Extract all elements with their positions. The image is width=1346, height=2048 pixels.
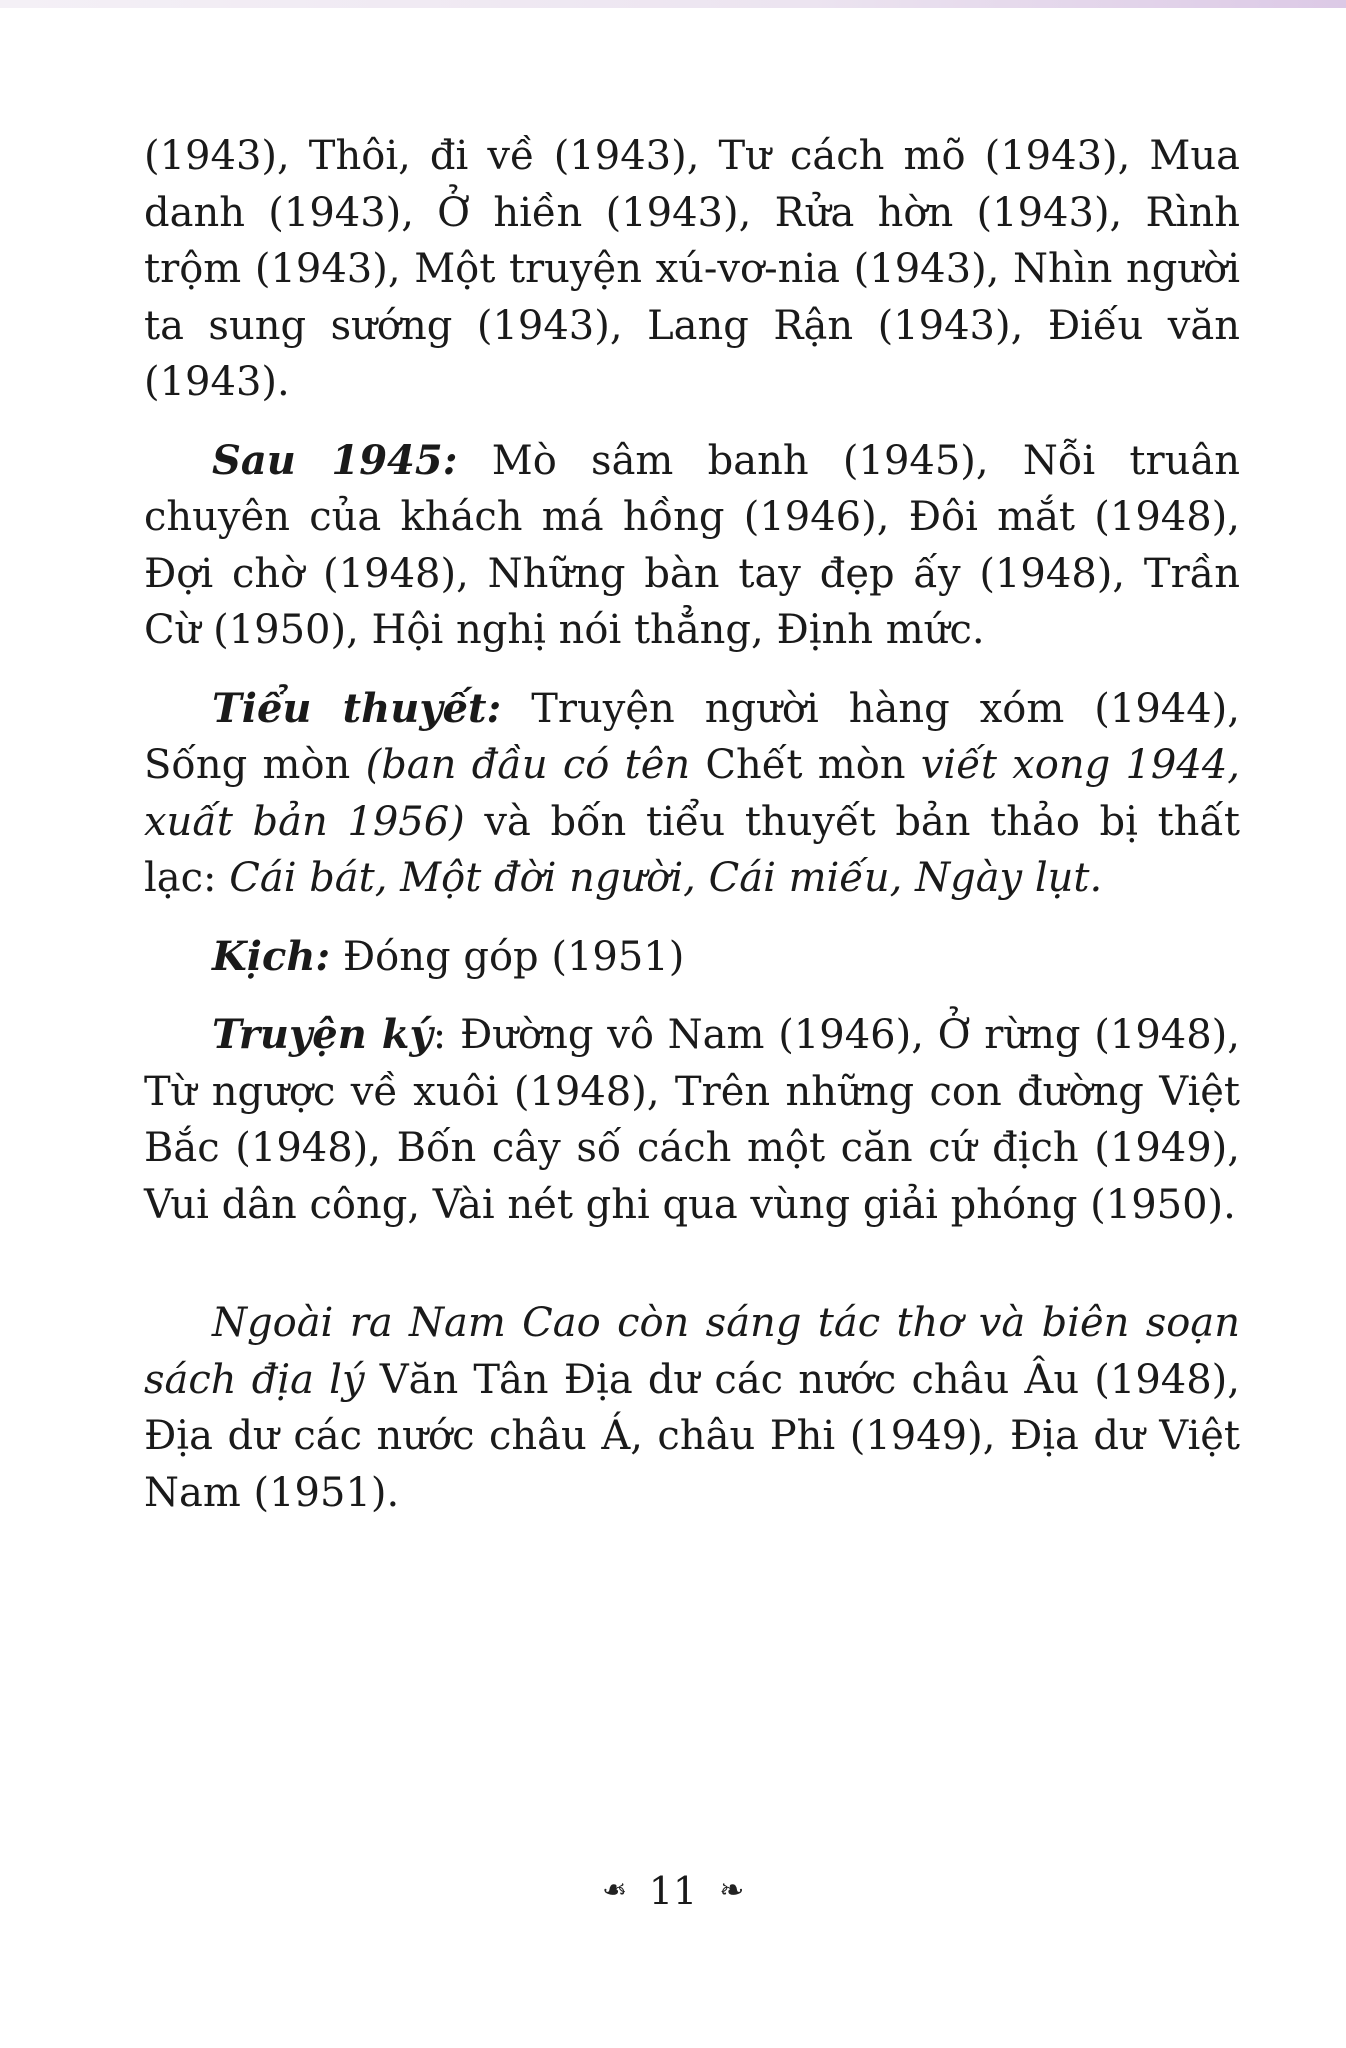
paragraph-works-1943: (1943), Thôi, đi về (1943), Tư cách mõ (1943), Mua danh (1943), Ở hiền (1943), Rửa hờn (1943), Rình trộm (1943), Một truyện xú-vơ-nia (1943), Nhìn người ta sung sướng (1943), Lang Rận (1943), Điếu văn (1943). [144,133,1240,405]
page-top-strip [0,0,1346,8]
paragraph-gap [144,1255,1240,1295]
after-1945-works: Mò sâm banh (1945), Nỗi truân chuyên của khách má hồng (1946), Đôi mắt (1948), Đợi chờ (1948), Những bàn tay đẹp ấy (1948), Trần Cừ (1950), Hội nghị nói thẳng, Định mức. [144,437,1240,653]
paragraph-novels: Tiểu thuyết: Truyện người hàng xóm (1944), Sống mòn (ban đầu có tên Chết mòn viết xong 1944, xuất bản 1956) và bốn tiểu thuyết bản thảo bị thất lạc: Cái bát, Một đời người, Cái miếu, Ngày lụt. [144,684,1241,901]
paragraph-other-works: Ngoài ra Nam Cao còn sáng tác thơ và biên soạn sách địa lý Văn Tân Địa dư các nước châu Âu (1948), Địa dư các nước châu Á, châu Phi (1949), Địa dư Việt Nam (1951). [144,1300,1240,1516]
paragraph-after-1945 [144,433,1240,659]
fleuron-right-icon: ❧ [719,1872,745,1908]
section-label-after-1945: Sau 1945: [212,436,458,484]
section-label-memoirs: Truyện ký [212,1011,433,1058]
page-number: 11 [648,1868,698,1913]
section-label-drama: Kịch: [212,932,331,980]
fleuron-left-icon: ❧ [601,1872,627,1908]
section-label-novels: Tiểu thuyết: [212,684,502,732]
page-footer [0,1862,1346,1916]
book-page-text [144,128,1240,1543]
paragraph-memoirs: Truyện ký: Đường vô Nam (1946), Ở rừng (1948), Từ ngược về xuôi (1948), Trên những con đường Việt Bắc (1948), Bốn cây số cách một căn cứ địch (1949), Vui dân công, Vài nét ghi qua vùng giải phóng (1950). [144,1011,1240,1228]
paragraph-drama: Kịch: Đóng góp (1951) [212,932,685,980]
